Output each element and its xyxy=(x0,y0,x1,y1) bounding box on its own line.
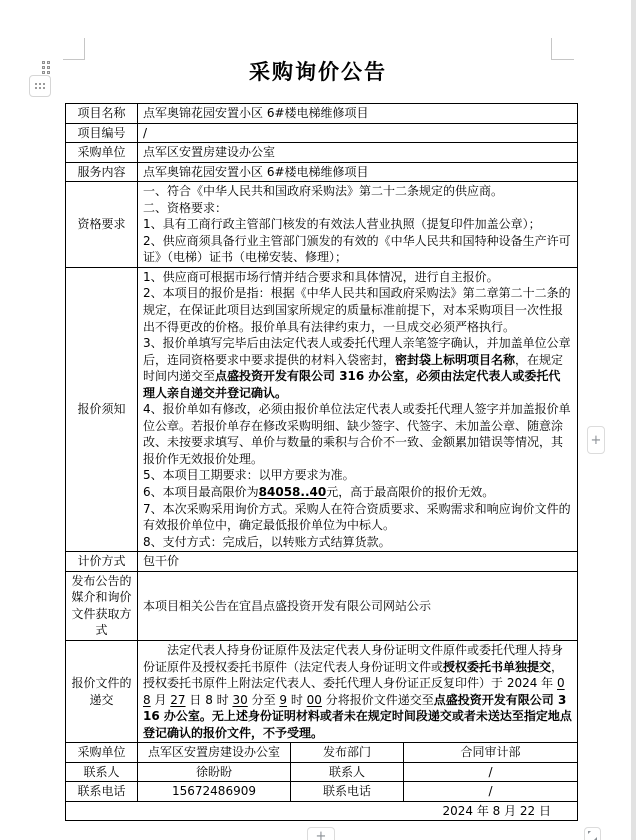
contact-label-person[interactable]: 联系人 xyxy=(66,762,138,782)
contact-value-purchaser[interactable]: 点军区安置房建设办公室 xyxy=(138,743,291,763)
paragraph xyxy=(143,534,572,551)
row-value-qualification[interactable] xyxy=(138,182,578,268)
row-label-pricing-method[interactable]: 计价方式 xyxy=(66,552,138,572)
document-body xyxy=(65,103,577,840)
expand-icon xyxy=(588,831,597,840)
paragraph xyxy=(143,233,572,266)
text-segment: 2、供应商须具备行业主管部门颁发的有效的《中华人民共和国特种设备生产许可证》（电梯）证书（电梯安装、修理）； xyxy=(143,233,571,265)
row-label-purchaser[interactable]: 采购单位 xyxy=(66,143,138,163)
row-value-purchaser[interactable]: 点军区安置房建设办公室 xyxy=(138,143,578,163)
text-segment: 08 xyxy=(143,676,565,707)
text-segment: 点盛投资开发有限公司 316 办公室。无上述身份证明材料或者未在规定时间段递交或者未送达至指定地点登记确认的报价文件，不予受理。 xyxy=(143,692,572,740)
row-label-project-name[interactable]: 项目名称 xyxy=(66,104,138,124)
text-segment: 9 xyxy=(279,692,288,707)
row-value-announcement-media[interactable]: 本项目相关公告在宜昌点盛投资开发有限公司网站公示 xyxy=(138,571,578,640)
text-segment: 27 xyxy=(170,692,186,707)
contact-label-phone-2[interactable]: 联系电话 xyxy=(291,782,404,802)
text-segment: 6、本项目最高限价为 xyxy=(143,485,259,500)
text-segment: ，在规定时间内递交至 xyxy=(143,352,564,384)
paragraph xyxy=(143,467,572,484)
plus-icon: + xyxy=(315,829,327,840)
table-footer-controls xyxy=(65,827,577,840)
add-row-button[interactable] xyxy=(307,827,335,840)
text-segment: 4、报价单如有修改，必须由报价单位法定代表人或委托代理人签字并加盖报价单位公章。若报价单存在修改采购明细、缺少签字、代签字、未加盖公章、随意涂改、未按要求填写、单价与数量的乘积与合价不一致、金额累加错误等情况，其报价作无效报价处理。 xyxy=(143,402,571,466)
text-segment: 密封袋上标明项目名称 xyxy=(395,352,516,367)
table-row xyxy=(66,640,578,742)
row-value-project-name[interactable]: 点军奥锦花园安置小区 6#楼电梯维修项目 xyxy=(138,104,578,124)
text-segment: 8、支付方式：完成后，以转账方式结算货款。 xyxy=(143,534,391,549)
paragraph xyxy=(143,484,572,501)
row-value-project-number[interactable]: / xyxy=(138,123,578,143)
row-label-project-number[interactable]: 项目编号 xyxy=(66,123,138,143)
contact-value-phone[interactable]: 15672486909 xyxy=(138,782,291,802)
paragraph xyxy=(143,216,572,233)
table-row xyxy=(66,743,578,763)
paragraph xyxy=(143,269,572,286)
text-segment: 3、报价单填写完毕后由法定代表人或委托代理人亲笔签字确认，并加盖单位公章后，连同资格要求中要求提供的材料入袋密封， xyxy=(143,336,571,367)
paragraph xyxy=(143,285,572,335)
contact-value-person-2[interactable]: / xyxy=(404,762,578,782)
text-segment: 1、供应商可根据市场行情并结合要求和具体情况，进行自主报价。 xyxy=(143,269,499,284)
row-label-quotation-notes[interactable]: 报价须知 xyxy=(66,267,138,551)
contact-value-publish-dept[interactable]: 合同审计部 xyxy=(404,743,578,763)
table-row xyxy=(66,123,578,143)
table-row xyxy=(66,762,578,782)
table-row xyxy=(66,104,578,124)
add-column-button[interactable] xyxy=(587,426,605,454)
paragraph xyxy=(143,200,572,217)
table-row xyxy=(66,162,578,182)
text-segment: 7、本次采购采用询价方式。采购人在符合资质要求、采购需求和响应询价文件的有效报价单位中，确定最低报价单位为中标人。 xyxy=(143,501,571,533)
contact-label-phone[interactable]: 联系电话 xyxy=(66,782,138,802)
contact-label-person-2[interactable]: 联系人 xyxy=(291,762,404,782)
contact-value-person[interactable]: 徐盼盼 xyxy=(138,762,291,782)
plus-icon: + xyxy=(590,432,602,448)
table-row xyxy=(66,552,578,572)
paragraph xyxy=(143,401,572,467)
row-value-quotation-notes[interactable] xyxy=(138,267,578,551)
text-segment: 30 xyxy=(232,692,248,707)
text-segment: 00 xyxy=(306,692,322,707)
contact-label-purchaser[interactable]: 采购单位 xyxy=(66,743,138,763)
table-row xyxy=(66,143,578,163)
row-value-pricing-method[interactable]: 包干价 xyxy=(138,552,578,572)
text-segment: 分将报价文件递交至 xyxy=(321,692,434,707)
text-segment: 元，高于最高限价的报价无效。 xyxy=(326,485,495,500)
scrollbar-thumb[interactable] xyxy=(631,0,636,840)
table-row xyxy=(66,571,578,640)
text-segment: 二、资格要求： xyxy=(143,200,228,215)
row-label-service-content[interactable]: 服务内容 xyxy=(66,162,138,182)
date-cell[interactable]: 2024 年 8 月 22 日 xyxy=(66,801,578,821)
table-row xyxy=(66,782,578,802)
table-row xyxy=(66,182,578,268)
expand-table-button[interactable] xyxy=(584,827,601,840)
row-label-announcement-media[interactable]: 发布公告的媒介和询价文件获取方式 xyxy=(66,571,138,640)
paragraph xyxy=(143,335,572,401)
text-segment: 法定代表人持身份证原件及法定代表人身份证明文件原件或委托代理人持身份证原件及授权委托书原件（法定代表人身份证明文件或 xyxy=(143,642,564,674)
contact-label-publish-dept[interactable]: 发布部门 xyxy=(291,743,404,763)
paragraph xyxy=(143,183,572,200)
contact-value-phone-2[interactable]: / xyxy=(404,782,578,802)
text-segment: 日 8 时 xyxy=(185,692,233,707)
row-label-qualification[interactable]: 资格要求 xyxy=(66,182,138,268)
text-segment: 时 xyxy=(287,692,307,707)
row-value-service-content[interactable]: 点军奥锦花园安置小区 6#楼电梯维修项目 xyxy=(138,162,578,182)
table-row xyxy=(66,267,578,551)
row-label-submission[interactable]: 报价文件的递交 xyxy=(66,640,138,742)
text-segment: 5、本项目工期要求：以甲方要求为准。 xyxy=(143,468,355,483)
text-segment: 一、符合《中华人民共和国政府采购法》第二十二条规定的供应商。 xyxy=(143,184,504,199)
table-row xyxy=(66,801,578,821)
text-segment: 84058..40 xyxy=(258,485,327,500)
contact-table xyxy=(65,742,578,821)
text-segment: 分至 xyxy=(247,692,280,707)
document-title[interactable]: 采购询价公告 xyxy=(249,60,387,84)
text-segment: 1、具有工商行政主管部门核发的有效法人营业执照（提复印件加盖公章）； xyxy=(143,217,541,232)
text-segment: 点盛投资开发有限公司 316 办公室，必须由法定代表人或委托代理人亲自递交并登记确认。 xyxy=(143,369,561,400)
text-segment: 授权委托书单独提交 xyxy=(443,659,552,674)
row-value-submission[interactable] xyxy=(138,640,578,742)
paragraph xyxy=(143,501,572,534)
vertical-scrollbar[interactable] xyxy=(631,0,636,840)
procurement-table xyxy=(65,103,578,743)
text-segment: 月 xyxy=(150,692,171,707)
text-segment: 2、本项目的报价是指：根据《中华人民共和国政府采购法》第二章第二十二条的规定，在保证此项目达到国家所规定的质量标准前提下，对本采购项目一次性报出不得更改的价格。报价单具有法律约束力，一旦成交必须严格执行。 xyxy=(143,286,571,334)
paragraph xyxy=(143,642,572,741)
text-segment: ，授权委托书原件上附法定代表人、委托代理人身份证正反复印件）于 2024 年 xyxy=(143,659,564,691)
